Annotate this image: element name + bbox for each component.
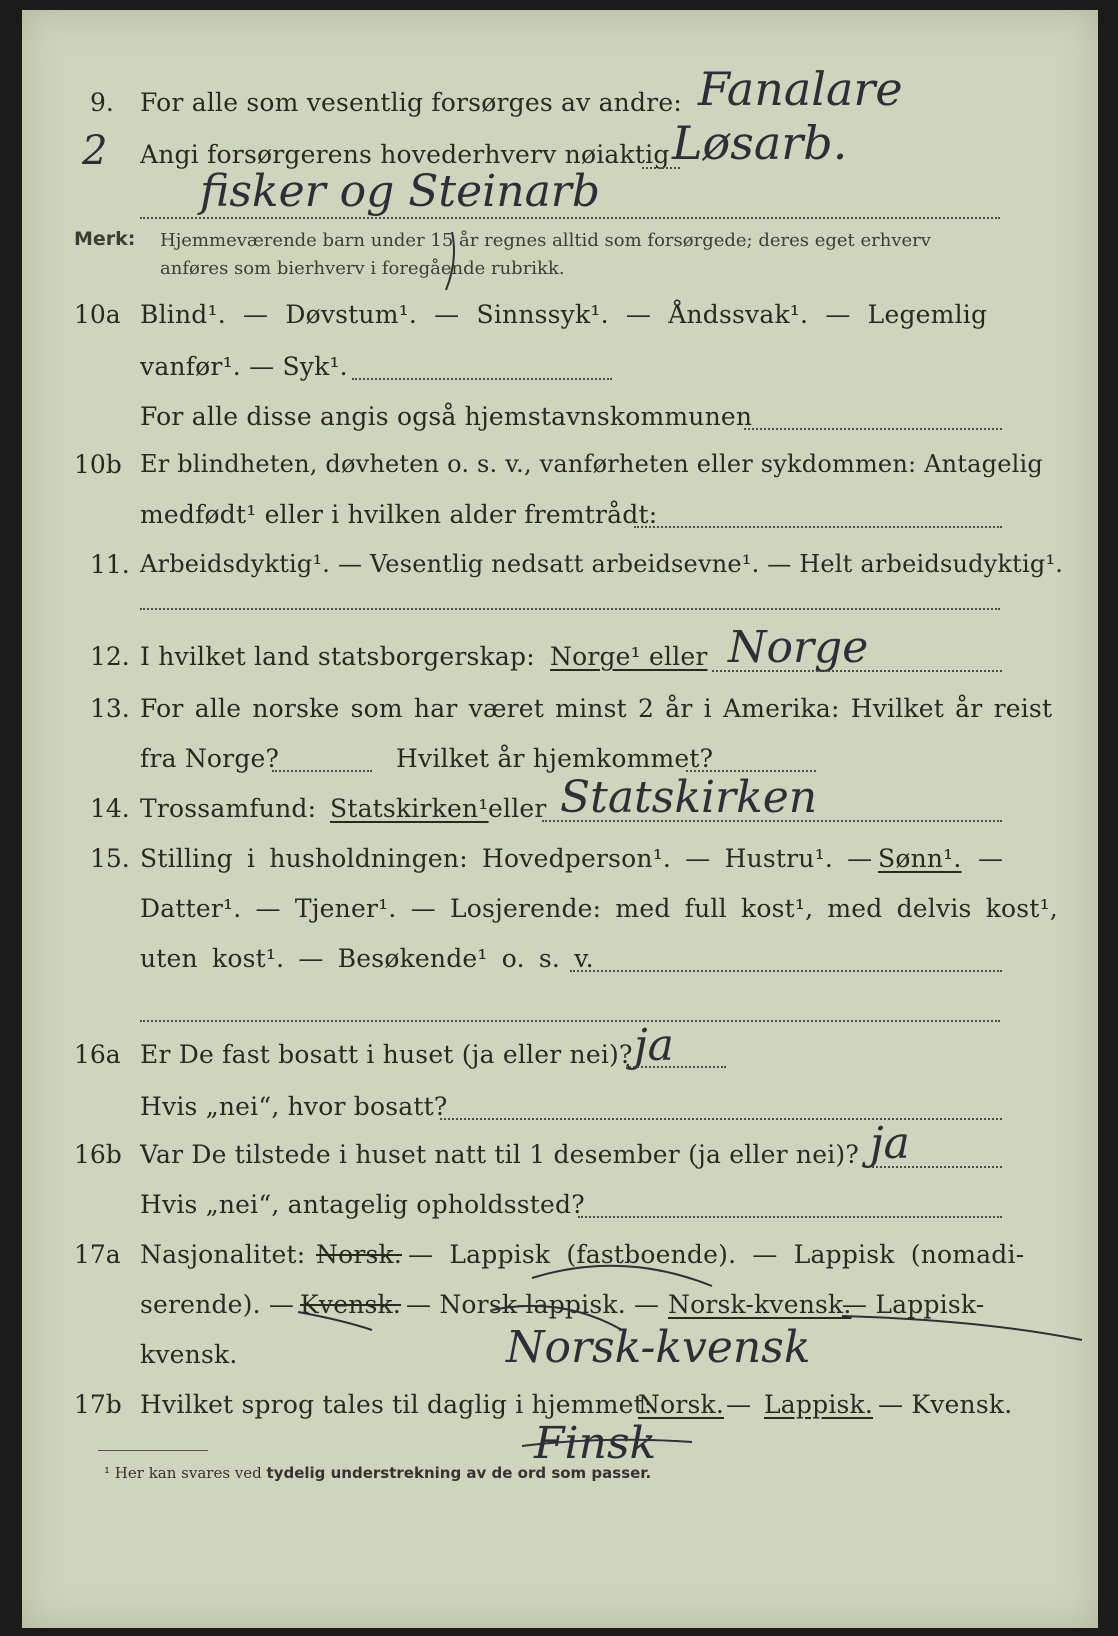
handwritten-occupation: fisker og Steinarb xyxy=(200,166,600,217)
question-11-text: Arbeidsdyktig¹. — Vesentlig nedsatt arbeidsevne¹. — Helt arbeidsudyktig¹. xyxy=(140,550,1064,578)
handwritten-mark: 2 xyxy=(82,128,108,174)
question-9-provider-occupation: Angi forsørgerens hovederhverv nøiaktig xyxy=(140,140,670,169)
option-norsk-kvensk: Norsk-kvensk. xyxy=(668,1290,852,1319)
item-number-12: 12. xyxy=(90,642,130,671)
footnote-mark: ¹ xyxy=(104,1464,111,1482)
option-statskirken: Statskirken¹ xyxy=(330,794,489,823)
note-line-2: anføres som bierhverv i foregående rubrikk. xyxy=(160,258,565,279)
handwritten-answer-17b: Finsk xyxy=(534,1418,657,1469)
pen-stroke xyxy=(532,1266,712,1286)
question-10a-text: Blind¹. — Døvstum¹. — Sinnssyk¹. — Åndssvak¹. — Legemlig xyxy=(140,300,988,329)
pen-stroke xyxy=(492,1306,622,1330)
item-number-17b: 17b xyxy=(74,1390,122,1419)
pen-stroke xyxy=(298,1312,372,1330)
question-13-from-norway: fra Norge? xyxy=(140,744,280,773)
option-sonn: Sønn¹. xyxy=(878,844,962,873)
question-14-text: Trossamfund: xyxy=(140,794,317,823)
item-number-16a: 16a xyxy=(74,1040,121,1069)
question-16a-text: Er De fast bosatt i huset (ja eller nei)? xyxy=(140,1040,633,1069)
note-line-1: Hjemmeværende barn under 15 år regnes alltid som forsørgede; deres eget erhverv xyxy=(160,230,931,251)
question-16b-text: Var De tilstede i huset natt til 1 desember (ja eller nei)? xyxy=(140,1140,859,1169)
dash: — xyxy=(726,1390,752,1419)
pen-strokes xyxy=(22,10,1098,1628)
handwritten-answer-17a: Norsk-kvensk xyxy=(506,1322,811,1373)
item-number-11: 11. xyxy=(90,550,130,579)
question-12-text: I hvilket land statsborgerskap: xyxy=(140,642,535,671)
question-17a-cont: serende). — xyxy=(140,1290,295,1319)
question-16b-where: Hvis „nei“, antagelig opholdssted? xyxy=(140,1190,585,1219)
question-15-cont: Datter¹. — Tjener¹. — Losjerende: med full kost¹, med delvis kost¹, xyxy=(140,894,1058,923)
question-10a-home-municipality: For alle disse angis også hjemstavnskommunen xyxy=(140,402,753,431)
handwritten-answer-14: Statskirken xyxy=(560,772,818,823)
option-norsk-lappisk: — Norsk-lappisk. — xyxy=(406,1290,660,1319)
item-number-14: 14. xyxy=(90,794,130,823)
option-kvensk-struck: Kvensk. xyxy=(300,1290,402,1319)
option-norsk: Norsk. xyxy=(638,1390,725,1419)
item-number-13: 13. xyxy=(90,694,130,723)
handwritten-answer-9b: Løsarb. xyxy=(672,116,848,170)
question-17a-cont-2: kvensk. xyxy=(140,1340,238,1369)
item-number-17a: 17a xyxy=(74,1240,121,1269)
question-9-text: For alle som vesentlig forsørges av andre: xyxy=(140,88,682,117)
item-number-10a: 10a xyxy=(74,300,121,329)
item-number-15: 15. xyxy=(90,844,130,873)
question-17a-text: Nasjonalitet: xyxy=(140,1240,306,1269)
item-number-9: 9. xyxy=(90,88,114,117)
option-norge: Norge¹ eller xyxy=(550,642,708,671)
option-kvensk: — Kvensk. xyxy=(878,1390,1013,1419)
question-13-text: For alle norske som har været minst 2 år i Amerika: Hvilket år reist xyxy=(140,694,1053,723)
pen-stroke xyxy=(522,1440,692,1446)
option-lappisk: Lappisk. xyxy=(764,1390,874,1419)
pen-stroke xyxy=(842,1316,1082,1340)
option-eller: eller xyxy=(488,794,547,823)
question-15-cont-2: uten kost¹. — Besøkende¹ o. s. v. xyxy=(140,944,594,973)
question-15-text: Stilling i husholdningen: Hovedperson¹. — Hustru¹. — xyxy=(140,844,873,873)
census-form-page xyxy=(22,10,1098,1628)
item-number-16b: 16b xyxy=(74,1140,122,1169)
question-10b-text: Er blindheten, døvheten o. s. v., vanførheten eller sykdommen: Antagelig xyxy=(140,450,1043,478)
handwritten-answer-16b: ja xyxy=(870,1118,910,1169)
footnote-text: Her kan svares ved xyxy=(114,1464,262,1482)
pen-stroke xyxy=(446,232,454,290)
question-17a-options: — Lappisk (fastboende). — Lappisk (nomadi- xyxy=(408,1240,1025,1269)
question-10b-cont: medfødt¹ eller i hvilken alder fremtrådt: xyxy=(140,500,658,529)
handwritten-answer-9: Fanalare xyxy=(698,62,903,116)
note-label: Merk: xyxy=(74,228,136,250)
dash: — xyxy=(978,844,1004,873)
question-17b-text: Hvilket sprog tales til daglig i hjemmet: xyxy=(140,1390,653,1419)
question-16a-where: Hvis „nei“, hvor bosatt? xyxy=(140,1092,448,1121)
question-13-returned: Hvilket år hjemkommet? xyxy=(396,744,714,773)
option-norsk-struck: Norsk. xyxy=(316,1240,403,1269)
option-lappisk-continued: — Lappisk- xyxy=(842,1290,985,1319)
footnote-bold-text: tydelig understrekning av de ord som passer. xyxy=(266,1464,652,1482)
handwritten-answer-16a: ja xyxy=(634,1020,674,1071)
question-10a-cont: vanfør¹. — Syk¹. xyxy=(140,352,348,381)
handwritten-answer-12: Norge xyxy=(728,622,869,673)
item-number-10b: 10b xyxy=(74,450,122,479)
